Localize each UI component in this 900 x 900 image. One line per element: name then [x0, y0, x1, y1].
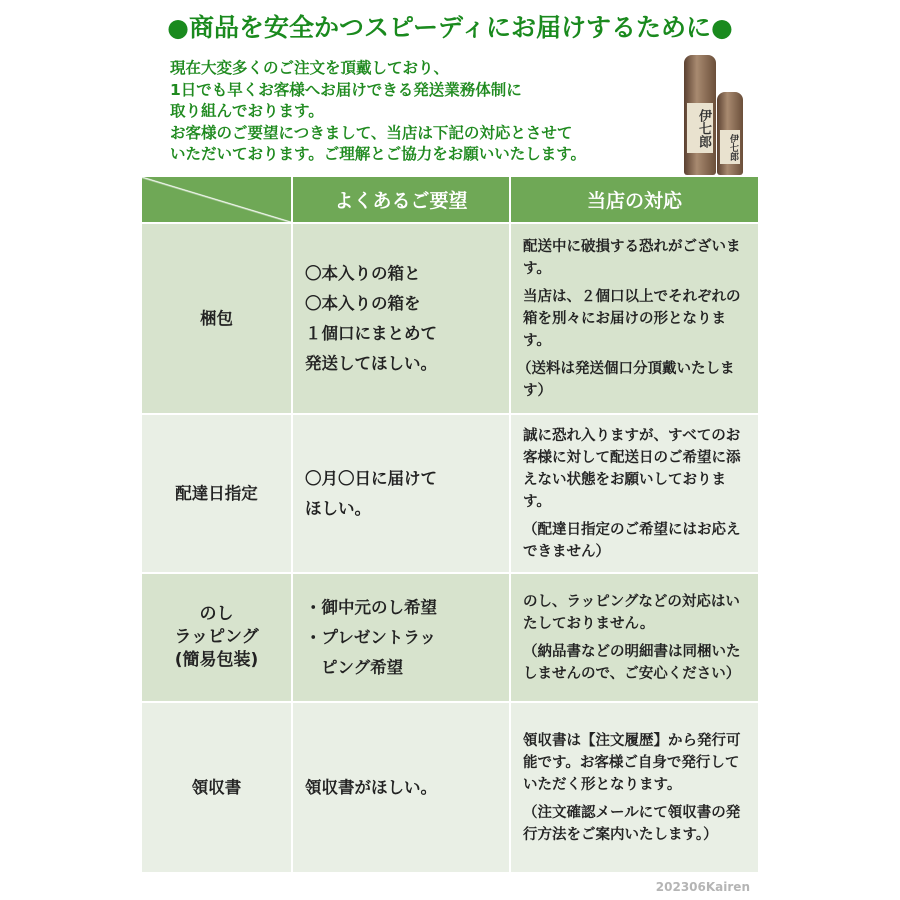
response-cell: 配送中に破損する恐れがございます。 当店は、２個口以上でそれぞれの箱を別々にお届けの形となります。 （送料は発送個口分頂戴いたします） — [511, 224, 758, 413]
corner-header — [142, 177, 291, 222]
footer-code: 202306Kairen — [655, 880, 750, 894]
page-title: ●商品を安全かつスピーディにお届けするために● — [167, 13, 733, 42]
table-row — [142, 574, 758, 701]
category-cell: のし ラッピング (簡易包装) — [142, 574, 291, 701]
intro-line: お客様のご要望につきまして、当店は下記の対応とさせて — [170, 123, 573, 142]
request-cell: ・御中元のし希望 ・プレゼントラッ ピング希望 — [293, 574, 509, 701]
request-cell: 〇月〇日に届けて ほしい。 — [293, 415, 509, 572]
response-cell: 領収書は【注文履歴】から発行可能です。お客様ご自身で発行していただく形となります。 （注文確認メールにて領収書の発行方法をご案内いたします。） — [511, 703, 758, 872]
header-response: 当店の対応 — [511, 177, 758, 222]
table-row — [142, 703, 758, 872]
intro-line: 取り組んでおります。 — [170, 102, 324, 120]
intro-line: 現在大変多くのご注文を頂戴しており、 — [170, 59, 450, 77]
response-cell: 誠に恐れ入りますが、すべてのお客様に対して配送日のご希望に添えない状態をお願いしております。 （配達日指定のご希望にはお応えできません） — [511, 415, 758, 572]
response-cell: のし、ラッピングなどの対応はいたしておりません。 （納品書などの明細書は同梱いたしませんので、ご安心ください） — [511, 574, 758, 701]
request-response-table — [140, 175, 760, 874]
bottle-label-large: 伊七郎 — [687, 103, 713, 153]
intro-text — [170, 58, 586, 166]
request-cell: 〇本入りの箱と 〇本入りの箱を １個口にまとめて 発送してほしい。 — [293, 224, 509, 413]
table-row — [142, 415, 758, 572]
table-row — [142, 224, 758, 413]
category-cell: 配達日指定 — [142, 415, 291, 572]
category-cell: 梱包 — [142, 224, 291, 413]
header-requests: よくあるご要望 — [293, 177, 509, 222]
request-cell: 領収書がほしい。 — [293, 703, 509, 872]
category-cell: 領収書 — [142, 703, 291, 872]
intro-line: 1日でも早くお客様へお届けできる発送業務体制に — [170, 80, 522, 99]
intro-line: いただいております。ご理解とご協力をお願いいたします。 — [170, 145, 587, 163]
bottle-label-small: 伊七郎 — [720, 130, 740, 164]
